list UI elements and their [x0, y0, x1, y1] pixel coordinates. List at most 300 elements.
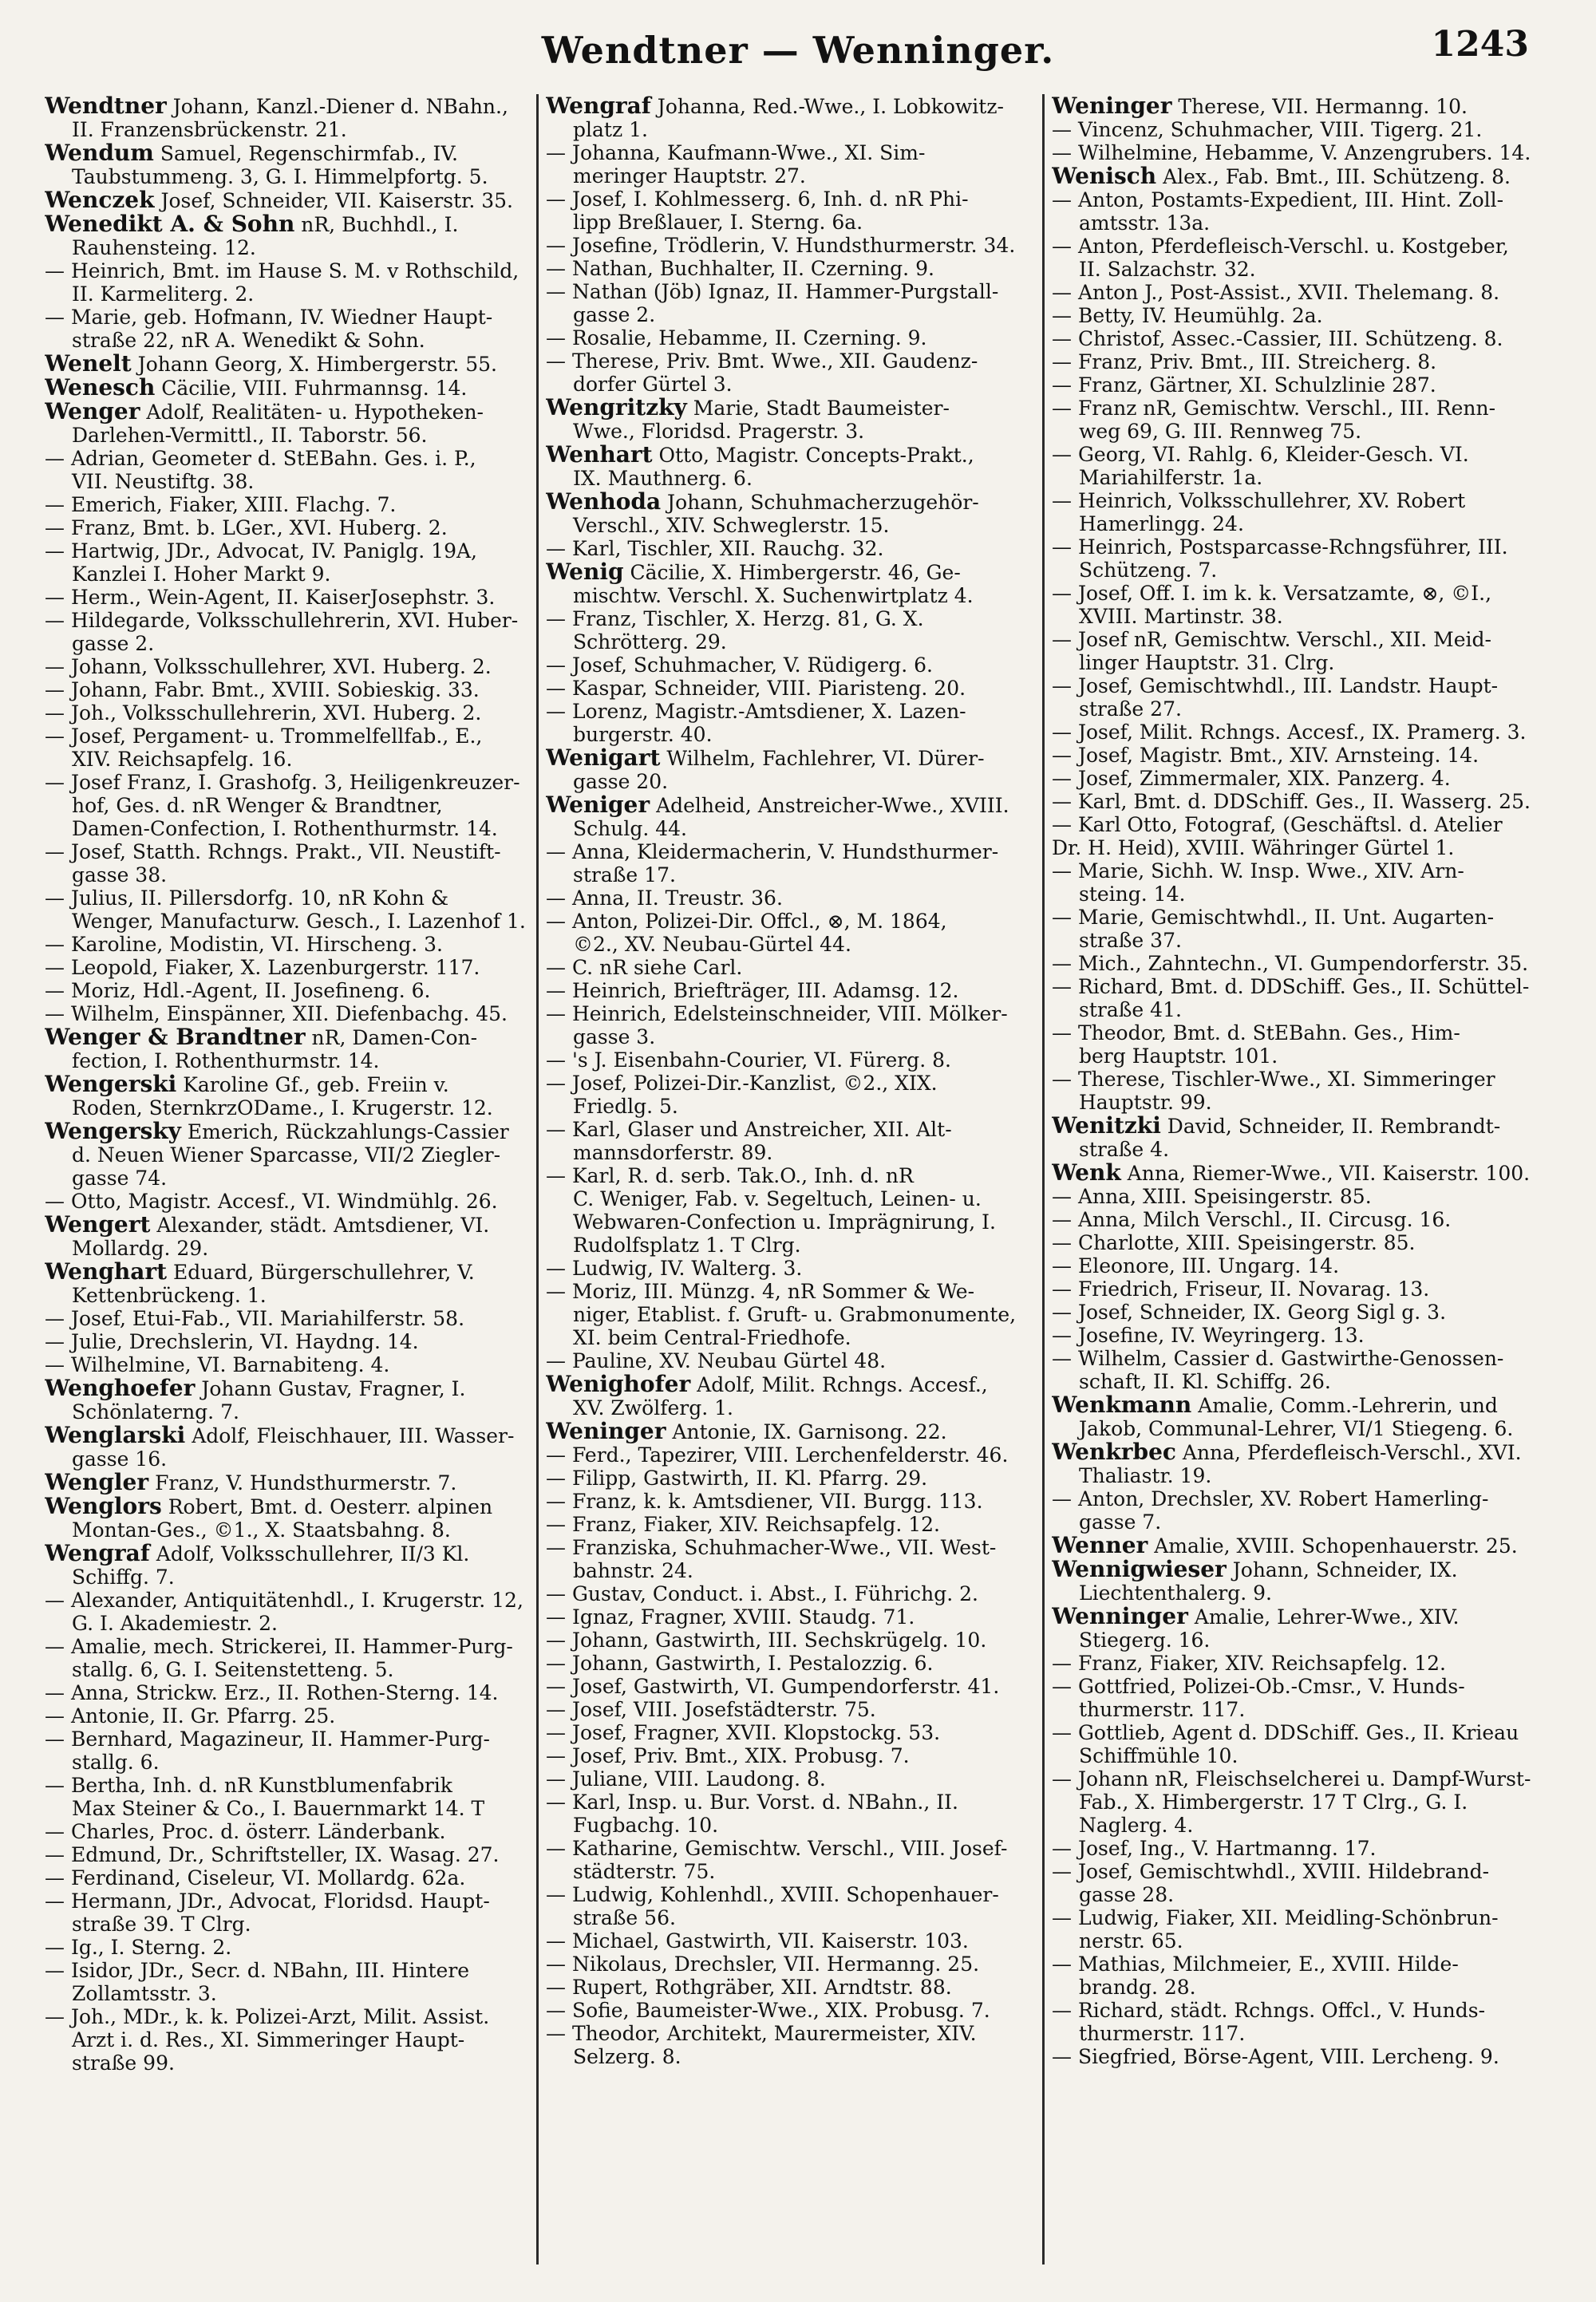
- entry-text: straße 99.: [72, 2051, 175, 2075]
- directory-line: [45, 118, 546, 141]
- directory-line: [1052, 1698, 1540, 1721]
- entry-text: XVIII. Martinstr. 38.: [1079, 605, 1283, 628]
- entry-text: — Karl, Bmt. d. DDSchiff. Ges., II. Wasserg. 25.: [1052, 790, 1531, 813]
- entry-text: — Moriz, Hdl.-Agent, II. Josefineng. 6.: [45, 979, 431, 1002]
- directory-line: [546, 443, 1037, 467]
- entry-text: — Josefine, IV. Weyringerg. 13.: [1052, 1324, 1365, 1347]
- entry-text: gasse 3.: [573, 1025, 656, 1048]
- entry-text: Wenger, Manufacturw. Gesch., I. Lazenhof 1.: [72, 910, 526, 933]
- entry-text: — Anna, II. Treustr. 36.: [546, 886, 783, 910]
- entry-text: Naglerg. 4.: [1079, 1814, 1194, 1837]
- entry-surname: Wenig: [546, 560, 624, 584]
- directory-line: [546, 1605, 1037, 1629]
- directory-line: [546, 1721, 1037, 1744]
- directory-line: [45, 1751, 546, 1774]
- directory-line: [1052, 1999, 1540, 2022]
- directory-line: [1052, 975, 1540, 998]
- directory-line: [1052, 1929, 1540, 1953]
- directory-line: [1052, 1044, 1540, 1068]
- directory-line: [45, 352, 546, 376]
- entry-text: — Leopold, Fiaker, X. Lazenburgerstr. 117.: [45, 956, 480, 979]
- directory-line: [1052, 141, 1540, 164]
- entry-text: — Moriz, III. Münzg. 4, nR Sommer & We-: [546, 1280, 975, 1303]
- entry-text: XI. beim Central-Friedhofe.: [573, 1326, 851, 1349]
- entry-text: — Josef, Polizei-Dir.-Kanzlist, ©2., XIX.: [546, 1072, 938, 1095]
- entry-text: Selzerg. 8.: [573, 2045, 681, 2068]
- directory-line: [546, 1187, 1037, 1210]
- entry-text: thurmerstr. 117.: [1079, 1698, 1246, 1721]
- directory-line: [1052, 859, 1540, 882]
- entry-text: — Adrian, Geometer d. StEBahn. Ges. i. P.,: [45, 447, 476, 470]
- directory-line: [45, 470, 546, 493]
- entry-surname: Wenk: [1052, 1161, 1121, 1185]
- entry-text: Verschl., XIV. Schweglerstr. 15.: [573, 514, 890, 537]
- entry-text: straße 39. T Clrg.: [72, 1913, 251, 1936]
- entry-text: — Anton J., Post-Assist., XVII. Thelemang. 8.: [1052, 281, 1500, 304]
- entry-text: — Friedrich, Friseur, II. Novarag. 13.: [1052, 1277, 1430, 1301]
- directory-line: [1052, 1324, 1540, 1347]
- entry-text: — Johann, Gastwirth, III. Sechskrügelg. 10.: [546, 1629, 987, 1652]
- entry-text: Karoline Gf., geb. Freiin v.: [176, 1073, 449, 1096]
- directory-line: [546, 467, 1037, 490]
- directory-line: [546, 1582, 1037, 1605]
- entry-text: — Franz, Fiaker, XIV. Reichsapfelg. 12.: [1052, 1652, 1447, 1675]
- directory-line: [546, 164, 1037, 188]
- directory-line: [546, 303, 1037, 326]
- directory-line: [1052, 1510, 1540, 1534]
- entry-text: — Hildegarde, Volksschullehrerin, XVI. Huber-: [45, 609, 519, 632]
- directory-line: [45, 447, 546, 470]
- directory-line: [1052, 2045, 1540, 2068]
- directory-line: [546, 211, 1037, 234]
- entry-surname: Wenghoefer: [45, 1376, 196, 1400]
- directory-line: [546, 1372, 1037, 1396]
- directory-line: [45, 910, 546, 933]
- column-3: [1052, 94, 1540, 2280]
- directory-line: [1052, 1301, 1540, 1324]
- entry-surname: Wenkmann: [1052, 1393, 1192, 1417]
- directory-line: [45, 1119, 546, 1143]
- directory-line: [45, 1959, 546, 1982]
- directory-line: [1052, 1581, 1540, 1605]
- directory-line: [45, 1542, 546, 1566]
- directory-line: [45, 2005, 546, 2028]
- entry-text: — Franz, Tischler, X. Herzg. 81, G. X.: [546, 607, 924, 630]
- entry-text: — Gottfried, Polizei-Ob.-Cmsr., V. Hunds-: [1052, 1675, 1465, 1698]
- entry-text: — Richard, Bmt. d. DDSchiff. Ges., II. Schüttel-: [1052, 975, 1530, 998]
- entry-text: — Michael, Gastwirth, VII. Kaiserstr. 103.: [546, 1929, 969, 1953]
- entry-text: — Ludwig, IV. Walterg. 3.: [546, 1257, 803, 1280]
- entry-text: — Wilhelm, Cassier d. Gastwirthe-Genossen-: [1052, 1347, 1504, 1370]
- directory-line: [546, 700, 1037, 723]
- entry-text: Alex., Fab. Bmt., III. Schützeng. 8.: [1156, 165, 1511, 188]
- entry-text: thurmerstr. 117.: [1079, 2022, 1246, 2045]
- entry-text: straße 27.: [1079, 697, 1182, 721]
- directory-line: [546, 1095, 1037, 1118]
- entry-text: gasse 20.: [573, 770, 669, 793]
- directory-line: [1052, 118, 1540, 141]
- directory-line: [1052, 1487, 1540, 1510]
- entry-text: — Heinrich, Briefträger, III. Adamsg. 12.: [546, 979, 959, 1002]
- directory-line: [1052, 1393, 1540, 1417]
- directory-line: [1052, 94, 1540, 118]
- entry-text: Samuel, Regenschirmfab., IV.: [153, 142, 458, 165]
- directory-line: [1052, 466, 1540, 489]
- directory-line: [45, 1635, 546, 1658]
- entry-text: Schrötterg. 29.: [573, 630, 727, 653]
- entry-surname: Wenitzki: [1052, 1114, 1161, 1138]
- entry-text: — Amalie, mech. Strickerei, II. Hammer-Purg-: [45, 1635, 513, 1658]
- directory-line: [546, 118, 1037, 141]
- entry-text: Johann Georg, X. Himbergerstr. 55.: [131, 353, 497, 376]
- entry-text: — Theodor, Architekt, Maurermeister, XIV.: [546, 2022, 977, 2045]
- entry-text: — Anton, Pferdefleisch-Verschl. u. Kostgeber,: [1052, 235, 1509, 258]
- entry-surname: Wenisch: [1052, 164, 1157, 188]
- directory-line: [45, 1002, 546, 1025]
- entry-text: Otto, Magistr. Concepts-Prakt.,: [652, 444, 974, 467]
- entry-text: — Anton, Drechsler, XV. Robert Hamerling-: [1052, 1487, 1489, 1510]
- entry-text: — Nathan (Jöb) Ignaz, II. Hammer-Purgstall-: [546, 280, 999, 303]
- entry-text: — Ferd., Tapezirer, VIII. Lerchenfelderstr. 46.: [546, 1443, 1009, 1467]
- entry-text: Roden, SternkrzODame., I. Krugerstr. 12.: [72, 1096, 493, 1119]
- directory-line: [546, 1883, 1037, 1906]
- entry-text: straße 56.: [573, 1906, 676, 1929]
- directory-line: [45, 1307, 546, 1330]
- entry-text: — Heinrich, Postsparcasse-Rchngsführer, III.: [1052, 535, 1508, 559]
- directory-line: [1052, 1185, 1540, 1208]
- directory-line: [45, 632, 546, 655]
- entry-text: — Josef, Gemischtwhdl., III. Landstr. Haupt-: [1052, 674, 1499, 697]
- directory-line: [546, 1257, 1037, 1280]
- directory-line: [1052, 882, 1540, 906]
- directory-line: [45, 424, 546, 447]
- entry-text: gasse 2.: [573, 303, 656, 326]
- directory-line: [1052, 304, 1540, 327]
- entry-text: Jakob, Communal-Lehrer, VI/1 Stiegeng. 6.: [1079, 1417, 1514, 1440]
- entry-text: — Josef Franz, I. Grashofg. 3, Heiligenkreuzer-: [45, 771, 520, 794]
- directory-line: [45, 678, 546, 701]
- directory-line: [1052, 327, 1540, 350]
- entry-text: — Pauline, XV. Neubau Gürtel 48.: [546, 1349, 887, 1372]
- directory-line: [546, 1443, 1037, 1467]
- directory-line: [1052, 836, 1540, 859]
- entry-text: — Josef, Fragner, XVII. Klopstockg. 53.: [546, 1721, 941, 1744]
- entry-text: — Karl, Tischler, XII. Rauchg. 32.: [546, 537, 884, 560]
- entry-text: — Karl, R. d. serb. Tak.O., Inh. d. nR: [546, 1164, 914, 1187]
- directory-line: [45, 1447, 546, 1471]
- entry-text: — Josef nR, Gemischtw. Verschl., XII. Meid-: [1052, 628, 1491, 651]
- directory-line: [546, 1929, 1037, 1953]
- directory-line: [45, 609, 546, 632]
- entry-text: Johann, Kanzl.-Diener d. NBahn.,: [166, 95, 508, 118]
- entry-text: — Heinrich, Volksschullehrer, XV. Robert: [1052, 489, 1466, 512]
- directory-line: [546, 560, 1037, 584]
- directory-line: [1052, 1721, 1540, 1744]
- entry-text: mannsdorferstr. 89.: [573, 1141, 773, 1164]
- directory-line: [546, 1234, 1037, 1257]
- entry-text: gasse 28.: [1079, 1883, 1175, 1906]
- directory-line: [546, 1744, 1037, 1767]
- directory-line: [1052, 721, 1540, 744]
- directory-line: [45, 1423, 546, 1447]
- directory-line: [546, 1118, 1037, 1141]
- directory-line: [546, 1814, 1037, 1837]
- entry-text: — Bernhard, Magazineur, II. Hammer-Purg-: [45, 1727, 490, 1751]
- entry-text: — C. nR siehe Carl.: [546, 956, 743, 979]
- directory-line: [45, 863, 546, 886]
- entry-text: platz 1.: [573, 118, 648, 141]
- entry-text: Johanna, Red.-Wwe., I. Lobkowitz-: [650, 95, 1004, 118]
- entry-text: Thaliastr. 19.: [1079, 1464, 1212, 1487]
- entry-text: lipp Breßlauer, I. Sterng. 6a.: [573, 211, 863, 234]
- directory-line: [546, 840, 1037, 863]
- directory-line: [546, 420, 1037, 443]
- entry-text: — Charlotte, XIII. Speisingerstr. 85.: [1052, 1231, 1416, 1254]
- column-1: [45, 94, 546, 2280]
- entry-text: — Lorenz, Magistr.-Amtsdiener, X. Lazen-: [546, 700, 966, 723]
- directory-line: [45, 1820, 546, 1843]
- entry-text: — Therese, Tischler-Wwe., XI. Simmeringer: [1052, 1068, 1495, 1091]
- directory-line: [546, 1303, 1037, 1326]
- directory-line: [1052, 489, 1540, 512]
- entry-text: — Nathan, Buchhalter, II. Czerning. 9.: [546, 257, 934, 280]
- entry-surname: Wengritzky: [546, 396, 687, 420]
- directory-line: [546, 396, 1037, 420]
- entry-text: — Nikolaus, Drechsler, VII. Hermanng. 25.: [546, 1953, 980, 1976]
- directory-line: [546, 863, 1037, 886]
- directory-line: [546, 1767, 1037, 1791]
- entry-text: — Wilhelmine, Hebamme, V. Anzengrubers. 14.: [1052, 141, 1531, 164]
- entry-text: mischtw. Verschl. X. Suchenwirtplatz 4.: [573, 584, 974, 607]
- entry-text: — Joh., MDr., k. k. Polizei-Arzt, Milit. Assist.: [45, 2005, 490, 2028]
- directory-line: [1052, 697, 1540, 721]
- entry-text: — Ludwig, Fiaker, XII. Meidling-Schönbrun-: [1052, 1906, 1499, 1929]
- page-header: [0, 24, 1596, 80]
- directory-line: [45, 539, 546, 563]
- directory-line: [1052, 1629, 1540, 1652]
- directory-line: [45, 725, 546, 748]
- entry-text: — Karl, Insp. u. Bur. Vorst. d. NBahn., II.: [546, 1791, 958, 1814]
- directory-line: [45, 1936, 546, 1959]
- directory-line: [45, 1376, 546, 1400]
- directory-line: [1052, 1558, 1540, 1581]
- directory-line: [1052, 605, 1540, 628]
- directory-line: [546, 2045, 1037, 2068]
- directory-line: [546, 326, 1037, 349]
- page-number: 1243: [1431, 24, 1529, 65]
- directory-line: [45, 933, 546, 956]
- directory-line: [1052, 350, 1540, 373]
- entry-text: — Charles, Proc. d. österr. Länderbank.: [45, 1820, 446, 1843]
- directory-line: [45, 1072, 546, 1096]
- entry-text: straße 22, nR A. Wenedikt & Sohn.: [72, 329, 425, 352]
- entry-text: — Franz nR, Gemischtw. Verschl., III. Renn-: [1052, 397, 1496, 420]
- entry-text: — Johann, Volksschullehrer, XVI. Huberg. 2.: [45, 655, 492, 678]
- directory-line: [45, 1681, 546, 1704]
- directory-line: [45, 1889, 546, 1913]
- directory-line: [1052, 813, 1540, 836]
- directory-line: [45, 493, 546, 516]
- directory-line: [45, 817, 546, 840]
- directory-line: [546, 1025, 1037, 1048]
- entry-text: — Julie, Drechslerin, VI. Haydng. 14.: [45, 1330, 419, 1353]
- entry-text: Robert, Bmt. d. Oesterr. alpinen: [161, 1495, 493, 1518]
- directory-line: [45, 1866, 546, 1889]
- directory-line: [546, 1164, 1037, 1187]
- entry-text: — 's J. Eisenbahn-Courier, VI. Fürerg. 8.: [546, 1048, 951, 1072]
- directory-line: [546, 770, 1037, 793]
- entry-text: Therese, VII. Hermanng. 10.: [1171, 95, 1468, 118]
- entry-surname: Weninger: [546, 1420, 666, 1443]
- entry-text: — Richard, städt. Rchngs. Offcl., V. Hunds-: [1052, 1999, 1486, 2022]
- entry-text: — Christof, Assec.-Cassier, III. Schützeng. 8.: [1052, 327, 1503, 350]
- entry-surname: Wengersky: [45, 1119, 181, 1143]
- entry-text: Amalie, XVIII. Schopenhauerstr. 25.: [1148, 1534, 1518, 1558]
- entry-text: brandg. 28.: [1079, 1976, 1196, 1999]
- directory-line: [1052, 998, 1540, 1021]
- entry-text: gasse 7.: [1079, 1510, 1162, 1534]
- directory-line: [1052, 744, 1540, 767]
- entry-text: fection, I. Rothenthurmstr. 14.: [72, 1049, 380, 1072]
- entry-text: Franz, V. Hundsthurmerstr. 7.: [148, 1471, 457, 1495]
- entry-text: nR, Buchhdl., I.: [294, 213, 459, 236]
- entry-text: Eduard, Bürgerschullehrer, V.: [167, 1261, 475, 1284]
- entry-text: amtsstr. 13a.: [1079, 211, 1211, 235]
- directory-line: [45, 1774, 546, 1797]
- entry-text: Anna, Pferdefleisch-Verschl., XVI.: [1175, 1441, 1522, 1464]
- directory-line: [1052, 1231, 1540, 1254]
- entry-text: — Joh., Volksschullehrerin, XVI. Huberg. 2.: [45, 701, 482, 725]
- entry-text: — Franz, k. k. Amtsdiener, VII. Burgg. 113.: [546, 1490, 983, 1513]
- entry-text: weg 69, G. III. Rennweg 75.: [1079, 420, 1362, 443]
- entry-text: — Anna, XIII. Speisingerstr. 85.: [1052, 1185, 1372, 1208]
- directory-line: [546, 141, 1037, 164]
- entry-surname: Wendtner: [45, 94, 167, 118]
- entry-text: Adelheid, Anstreicher-Wwe., XVIII.: [650, 794, 1009, 817]
- directory-line: [45, 1049, 546, 1072]
- entry-text: stallg. 6.: [72, 1751, 160, 1774]
- directory-line: [45, 1353, 546, 1376]
- directory-line: [546, 817, 1037, 840]
- directory-line: [546, 1791, 1037, 1814]
- entry-text: — Franz, Priv. Bmt., III. Streicherg. 8.: [1052, 350, 1437, 373]
- entry-text: — Theodor, Bmt. d. StEBahn. Ges., Him-: [1052, 1021, 1460, 1044]
- directory-line: [45, 516, 546, 539]
- entry-text: — Josef, Off. I. im k. k. Versatzamte, ⊗, ©I.,: [1052, 582, 1492, 605]
- directory-line: [1052, 1068, 1540, 1091]
- directory-line: [1052, 767, 1540, 790]
- directory-line: [1052, 443, 1540, 466]
- directory-line: [546, 537, 1037, 560]
- entry-text: David, Schneider, II. Rembrandt-: [1160, 1115, 1501, 1138]
- directory-line: [546, 2022, 1037, 2045]
- directory-line: [45, 1213, 546, 1237]
- entry-text: Josef, Schneider, VII. Kaiserstr. 35.: [154, 189, 513, 212]
- entry-text: — Edmund, Dr., Schriftsteller, IX. Wasag. 27.: [45, 1843, 500, 1866]
- directory-line: [1052, 1906, 1540, 1929]
- entry-text: — Sofie, Baumeister-Wwe., XIX. Probusg. 7.: [546, 1999, 990, 2022]
- entry-text: — Ignaz, Fragner, XVIII. Staudg. 71.: [546, 1605, 915, 1629]
- directory-line: [546, 723, 1037, 746]
- entry-text: — Betty, IV. Heumühlg. 2a.: [1052, 304, 1323, 327]
- entry-surname: Wenedikt A. & Sohn: [45, 212, 295, 236]
- directory-line: [546, 514, 1037, 537]
- entry-text: — Alexander, Antiquitätenhdl., I. Krugerstr. 12,: [45, 1589, 523, 1612]
- entry-text: Kanzlei I. Hoher Markt 9.: [72, 563, 331, 586]
- entry-text: Johann Gustav, Fragner, I.: [195, 1377, 466, 1400]
- entry-text: — Mich., Zahntechn., VI. Gumpendorferstr. 35.: [1052, 952, 1529, 975]
- directory-line: [1052, 373, 1540, 397]
- entry-text: — Eleonore, III. Ungarg. 14.: [1052, 1254, 1340, 1277]
- directory-line: [1052, 1605, 1540, 1629]
- entry-text: — Josef, Priv. Bmt., XIX. Probusg. 7.: [546, 1744, 910, 1767]
- entry-text: Dr. H. Heid), XVIII. Währinger Gürtel 1.: [1052, 836, 1455, 859]
- entry-text: — Herm., Wein-Agent, II. KaiserJosephstr. 3.: [45, 586, 496, 609]
- directory-line: [546, 1048, 1037, 1072]
- entry-text: Taubstummeng. 3, G. I. Himmelpfortg. 5.: [72, 165, 488, 188]
- entry-text: II. Franzensbrückenstr. 21.: [72, 118, 347, 141]
- directory-line: [546, 1976, 1037, 1999]
- directory-line: [1052, 1440, 1540, 1464]
- entry-text: gasse 16.: [72, 1447, 168, 1471]
- entry-text: — Karl, Glaser und Anstreicher, XII. Alt-: [546, 1118, 952, 1141]
- entry-text: II. Karmeliterg. 2.: [72, 282, 255, 306]
- directory-line: [1052, 1860, 1540, 1883]
- entry-text: Max Steiner & Co., I. Bauernmarkt 14. T: [72, 1797, 485, 1820]
- entry-surname: Wenglarski: [45, 1423, 186, 1447]
- directory-line: [45, 1025, 546, 1049]
- directory-line: [546, 1906, 1037, 1929]
- entry-text: Mollardg. 29.: [72, 1237, 209, 1260]
- entry-text: Webwaren-Confection u. Imprägnirung, I.: [573, 1210, 996, 1234]
- entry-text: Schulg. 44.: [573, 817, 687, 840]
- entry-text: — Josef, Etui-Fab., VII. Mariahilferstr. 58.: [45, 1307, 465, 1330]
- directory-line: [1052, 1370, 1540, 1393]
- entry-text: Schiffmühle 10.: [1079, 1744, 1238, 1767]
- directory-line: [1052, 582, 1540, 605]
- entry-text: meringer Hauptstr. 27.: [573, 164, 806, 188]
- entry-text: — Karl Otto, Fotograf, (Geschäftsl. d. Atelier: [1052, 813, 1503, 836]
- directory-line: [1052, 906, 1540, 929]
- directory-line: [45, 2028, 546, 2051]
- entry-text: — Marie, geb. Hofmann, IV. Wiedner Haupt-: [45, 306, 493, 329]
- entry-text: — Otto, Magistr. Accesf., VI. Windmühlg. 26.: [45, 1190, 498, 1213]
- entry-text: Johann, Schuhmacherzugehör-: [661, 491, 979, 514]
- directory-line: [546, 349, 1037, 373]
- directory-line: [546, 653, 1037, 677]
- entry-text: — Josef, Ing., V. Hartmanng. 17.: [1052, 1837, 1377, 1860]
- directory-line: [45, 956, 546, 979]
- directory-line: [45, 2051, 546, 2075]
- directory-line: [546, 630, 1037, 653]
- entry-text: — Wilhelm, Einspänner, XII. Diefenbachg. 45.: [45, 1002, 508, 1025]
- entry-text: Hamerlingg. 24.: [1079, 512, 1244, 535]
- directory-line: [45, 1612, 546, 1635]
- directory-line: [546, 1698, 1037, 1721]
- directory-line: [546, 1536, 1037, 1559]
- directory-line: [546, 1002, 1037, 1025]
- entry-text: — Anna, Milch Verschl., II. Circusg. 16.: [1052, 1208, 1452, 1231]
- entry-text: nerstr. 65.: [1079, 1929, 1183, 1953]
- directory-line: [1052, 258, 1540, 281]
- directory-line: [546, 280, 1037, 303]
- entry-text: — Hartwig, JDr., Advocat, IV. Paniglg. 19A,: [45, 539, 477, 563]
- entry-text: Stiegerg. 16.: [1079, 1629, 1211, 1652]
- directory-line: [1052, 1675, 1540, 1698]
- entry-surname: Wennigwieser: [1052, 1558, 1227, 1581]
- directory-line: [45, 1704, 546, 1727]
- directory-line: [1052, 1953, 1540, 1976]
